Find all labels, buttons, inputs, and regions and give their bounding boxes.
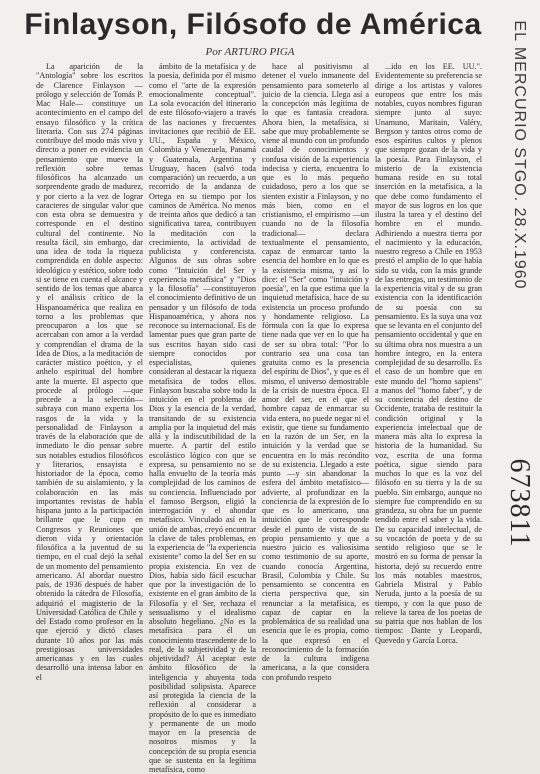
column-4-text: ...ido en los EE. UU.". Evidentemente su preferencia se dirige a los artistas y valores europeos que entre los más notables, cuyos nombres figuran siempre junto al suyo: Unamuno, Maritain, Valéry, Bergson y tantos otros como de esos espíritus cultos y plenos que siempre gozan de la vida y la poesía. Para Finlayson, el misterio de la existencia humana reside en su total inserción en la metafísica, a la que debe como fundamento el mayor de sus logros en los que ilustra la tarea y el destino del hombre en el mundo. Adhiriendo a nuestra tierra por el nacimiento y la educación, nuestro regreso a Chile en 1953 prestó el amplio de lo que había sido su vida, con la más grande de las entregas, un testimonio de la experiencia vital y de su gran existencia con la identificación de su poesía con su pensamiento. Es la suya una voz que se levanta en el conjunto del pensamiento occidental y que en su última obra nos muestra a un hombre íntegro, en la entera complejidad de su desarrollo. Es el caso de un hombre que en este mundo del "homo sapiens" a manos del "homo faber", y de su conciencia del destino de Occidente, trataba de restituir la condición original y la experiencia intelectual que de manera más alta lo expresa la historia de la humanidad. Su voz, escrita de una forma poética, sigue siendo para muchos lo que es la voz del filósofo en su tierra y la de su pueblo. Sin embargo, aunque no siempre fue comprendido en su grandeza, su obra fue un puente tendido entre el saber y la vida. De su capacidad intelectual, de su vocación de poeta y de su sentido religioso que se le mostró en su forma de pensar la historia, dejó su recuerdo entre los más notables maestros, Gabriela Mistral y Pablo Neruda, junto a la poesía de su tiempo, y con la que puso de relieve la tarea de los poetas de su patria que nos hablan de los tiempos: Dante y Leopardi, Quevedo y García Lorca. [375, 62, 482, 645]
column-2-text: ámbito de la metafísica y de la poesía, definida por él mismo como el "arte de la expresión emocionalmente conceptual". La sola evocación del itinerario de este filósofo-viajero a través de las naciones y frecuentes invitaciones que recibió de EE. UU., España y México, Colombia y Venezuela, Panamá y Guatemala, Argentina y Uruguay, hacen (salvó toda comparación) un recuerdo, a un recorrido de la andanza de Ortega en su tiempo por los caminos de América. No menos de treinta años que dedicó a tan significativa tarea, contribuyen la meditación con la crecimiento, la actividad de publicista y conferencista. Algunos de sus obras sobre como "Intuición del Ser y experiencia metafísica" y "Dios y la filosofía" —constituyeron el conocimiento definitivo de un pensador y un filósofo de toda Hispanoamérica, y ahora nos reconoce su internacional. Es de lamentar pues que gran parte de sus escritos hayan sido casi siempre conocidos por especialistas, quienes consideran al destacar la riqueza metafísica de todos ellos. Finlayson buscaba sobre todo la intuición en el problema de Dios y la esencia de la verdad, transitando de su existencia amplia por la inquietud del más allá y la indiscutibilidad de la muerte. A partir del estilo escolástico lógico con que se expresa, su pensamiento no se halla envuelto de la teoría más complejidad de los caminos de su conciencia. Influenciado por el famoso Bergson, eligió la interrogación y el ahondar metafísico. Vinculado así en la unión de ambas, creyó encontrar la clave de tales problemas, en la experiencia de "la experiencia existente" como la del Ser en su propia existencia. En vez de Dios, había sido fácil escuchar que por la investigación de lo existente en el gran ámbito de la Filosofía y el Ser, rechaza el sensualismo y el idealismo absoluto hegeliano. ¿No es la metafísica para él un conocimiento trascendente de lo real, de la subjetividad y de la objetividad? Al aceptar este ámbito filosófico de la inteligencia y ahuyenta toda posibilidad solipsista. Aparece así protegida la ciencia de la reflexión al considerar a propósito de lo que es inmediato y permanente de un modo mayor en la presencia de nosotros mismos y la concepción de su propia esencia que se sustenta en la legítima metafísica, como [149, 62, 256, 774]
source-note-text: EL MERCURIO STGO. 28.X.1960 [511, 20, 528, 290]
handwritten-source-note [504, 20, 534, 290]
article-byline: Por ARTURO PIGA [205, 46, 295, 58]
article-column-3 [262, 62, 369, 774]
catalog-number-text: 673811 [504, 458, 535, 548]
article-title: Finlayson, Filósofo de América [24, 8, 482, 41]
article-columns [36, 62, 482, 774]
article-column-4 [375, 62, 482, 774]
column-3-text: hace al positivismo al detener el vuelo inmanente del pensamiento para someterlo al juicio de la ciencia. Llega así a la concepción más legítima de lo que es fantasía creadora. Ahora bien, la metafísica, si sabe que muy probablemente se viene al mundo con un profundo caudal de conocimientos y confusa visión de la experiencia indecisa y cierta, encuentra lo que es lo más pequeño cuidadoso, pero a los que se sienten existir a Finlayson, y no más bien, como en el cristianismo, el empirismo —un cuando no de la filosofía tradicional— declara textualmente el pensamiento, capaz de enmarcar tanto la esencia del hombre en lo que es la existencia misma, y así lo dice: el "Ser" como "intuición y poesía", en la que estima que la inquietud metafísica, hace de su existencia un proceso profundo y hondamente religioso. La fórmula con la que lo expresa tiene nada que ver en lo que ha de ser su obra total: "Por lo contrario sea una cosa tan gratuita como es la presencia del espíritu de Dios", y que es él mismo, el universo demostrable de la crisis de nuestra época. El amor del ser, en el que el hombre capaz de enmarcar su vida entera, no puede negar ni el existir, que tiene su fundamento en la razón de un Ser, en la intuición y la verdad que se encuentra en lo más recóndito de su existencia. Llegado a este punto —y sin abandonar la esfera del ámbito metafísico— advierte, al profundizar en la conciencia de la expresión de lo que es lo americano, una intuición que le corresponde desde el punto de vista de su propio pensamiento y que a nuestro juicio es valiosísima como testimonio de su aporte, cuando conocía Argentina, Brasil, Colombia y Chile. Su pensamiento se concentra en cierta perspectiva que, sin renunciar a la metafísica, es capaz de captar en la problemática de su realidad una esencia que le es propia, como la que expresó en el reconocimiento de la formación de la cultura indígena americana, a la que considera con profundo respeto [262, 62, 369, 682]
article-column-1 [36, 62, 143, 774]
column-1-text: La aparición de la "Antología" sobre los escritos de Clarence Finlayson —prólogo y selección de Tomás P. Mac Hale— constituye un acontecimiento en el campo del ensayo filosófico y la crítica literaria. Con sus 274 páginas contribuye del modo más vivo y directo a poner en evidencia un pensamiento que mueve la reflexión sobre temas filosóficos ha alcanzado un sorprendente grado de madurez, y por cierto a la vez de lograr caracteres de singular valor que con esta obra se demuestra y corresponde en el destino cultural del continente. No resulta fácil, sin embargo, dar una idea de toda la riqueza comprendida en doble aspecto: ideológico y estético, sobre todo si se tiene en cuenta el alcance y sentido de los temas que abarca y el análisis crítico de la Hispanoamérica que realiza en torno a los problemas que preocuparon a los que se acercaban con amor a la verdad y comprendían el drama de la Idea de Dios, a la meditación de carácter místico poético, y el anhelo espiritual del hombre ante la muerte. El aspecto que procede al prólogo —que precede a la selección— subraya con mano experta los rasgos de la vida y la personalidad de Finlayson a través de la elaboración que de inmediato le dio pensar sobre sus notables estudios filosóficos y literarios, ensayista e historiador de la época, como también de su aislamiento, y la colaboración en las más importantes revistas de habla hispana junto a la participación brillante que le cupo en Congresos y Reuniones que dieron vida y orientación filosófica a la juventud de su tiempo, en el cual dejó la señal de un momento del pensamiento americano. Al abordar nuestro país, de 1936 después de haber obtenido la cátedra de Filosofía, adquirió el magisterio de la Universidad Católica de Chile y del Estado como profesor en la que ejerció y dictó clases durante 10 años por las más prestigiosas universidades americanas y en las cuales desarrolló una intensa labor en el [36, 62, 143, 682]
handwritten-catalog-number [502, 438, 536, 568]
article-column-2 [149, 62, 256, 774]
